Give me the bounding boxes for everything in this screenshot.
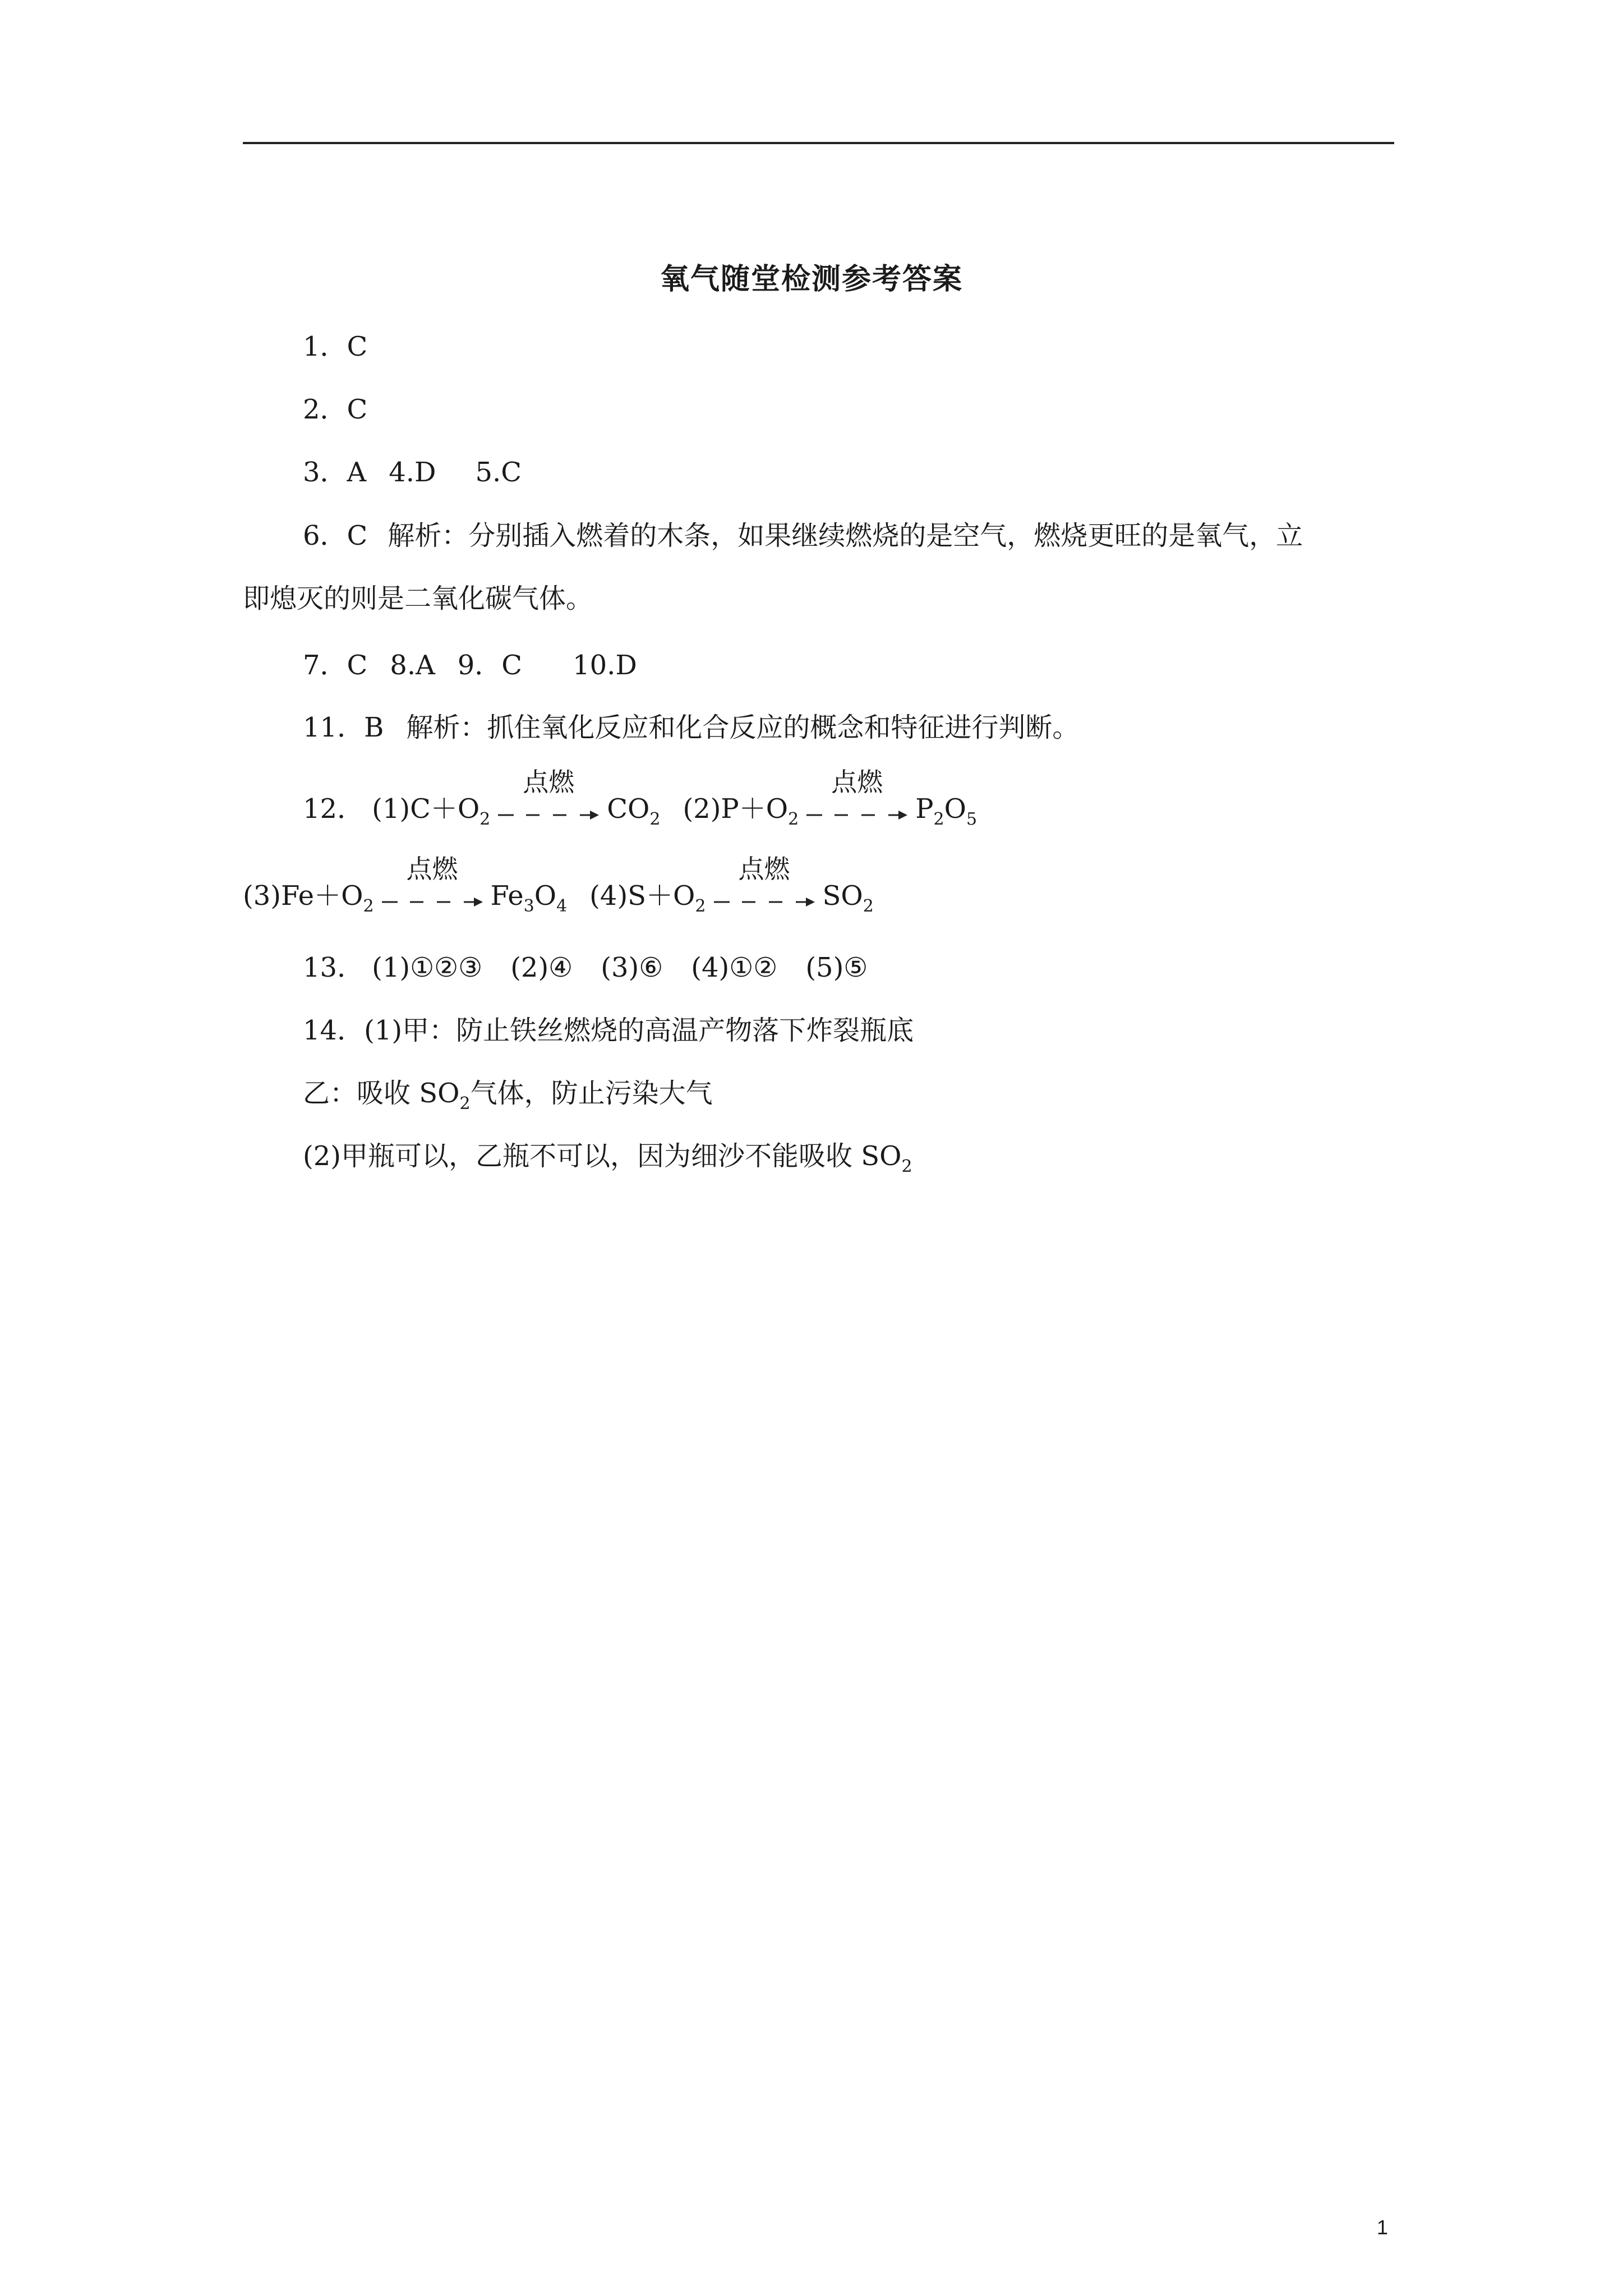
answer-3-5 <box>303 455 522 489</box>
answer-14-line3: (2)甲瓶可以，乙瓶不可以，因为细沙不能吸收 $SO_2$ <box>303 1140 912 1176</box>
answer-13-part-1: (1)①②③ <box>372 952 483 983</box>
equation-2-reactants: $(2)P+O_2$ <box>683 793 799 829</box>
arrow-icon <box>806 807 907 823</box>
answer-6-line1 <box>303 519 1303 553</box>
answer-3: 3．A <box>303 457 367 488</box>
reaction-condition: 点燃 <box>831 766 883 797</box>
page-number: 1 <box>1377 2216 1389 2239</box>
arrow-icon <box>714 894 815 910</box>
answer-12-line2 <box>243 853 874 916</box>
answer-11-explanation: 解析：抓住氧化反应和化合反应的概念和特征进行判断。 <box>406 712 1080 743</box>
answer-12-label: 12． <box>303 793 365 825</box>
answer-2: 2．C <box>303 394 368 425</box>
answer-12-line1 <box>303 766 978 829</box>
answer-13-part-5: (5)⑤ <box>805 952 868 983</box>
arrow-icon <box>382 894 483 910</box>
reaction-condition: 点燃 <box>523 766 575 797</box>
equation-4-product: $SO_2$ <box>822 880 874 916</box>
reaction-condition: 点燃 <box>738 853 790 884</box>
equation-4-reactants: $(4)S+O_2$ <box>589 880 706 916</box>
answer-14-line2: 乙：吸收 $SO_2$气体，防止污染大气 <box>303 1078 713 1114</box>
answer-14-line1: 14．(1)甲：防止铁丝燃烧的高温产物落下炸裂瓶底 <box>303 1015 914 1046</box>
answer-13-label: 13． <box>303 952 365 983</box>
answer-6-head: 6．C <box>303 520 368 551</box>
equation-3-product: $Fe_3O_4$ <box>490 880 568 916</box>
answer-13-part-2: (2)④ <box>510 952 573 983</box>
answer-13-part-3: (3)⑥ <box>601 952 663 983</box>
answer-13 <box>303 951 868 984</box>
answer-5: 5.C <box>475 457 522 488</box>
answer-7: 7．C <box>303 650 368 681</box>
answer-9: 9．C <box>457 650 523 681</box>
answer-1: 1．C <box>303 331 368 362</box>
answer-13-part-4: (4)①② <box>691 952 778 983</box>
reaction-arrow <box>714 853 815 915</box>
answer-7-10 <box>303 648 637 682</box>
answer-11 <box>303 711 1079 744</box>
page-title: 氧气随堂检测参考答案 <box>660 262 963 296</box>
reaction-arrow <box>806 766 907 828</box>
equation-2-product: $P_2O_5$ <box>915 793 978 829</box>
header-rule <box>243 142 1394 144</box>
answer-8: 8.A <box>390 650 435 681</box>
arrow-icon <box>498 807 599 823</box>
answer-11-head: 11．B <box>303 712 384 743</box>
equation-3-reactants: $(3)Fe+O_2$ <box>243 880 374 916</box>
reaction-arrow <box>382 853 483 915</box>
answer-10: 10.D <box>573 650 637 681</box>
equation-1-reactants: $(1)C+O_2$ <box>372 793 491 829</box>
reaction-condition: 点燃 <box>406 853 458 884</box>
equation-1-product: $CO_2$ <box>607 793 661 829</box>
answer-4: 4.D <box>389 457 436 488</box>
answer-6-explanation: 解析：分别插入燃着的木条，如果继续燃烧的是空气，燃烧更旺的是氧气，立 <box>388 520 1303 551</box>
reaction-arrow <box>498 766 599 828</box>
answer-6-line2: 即熄灭的则是二氧化碳气体。 <box>243 583 593 614</box>
